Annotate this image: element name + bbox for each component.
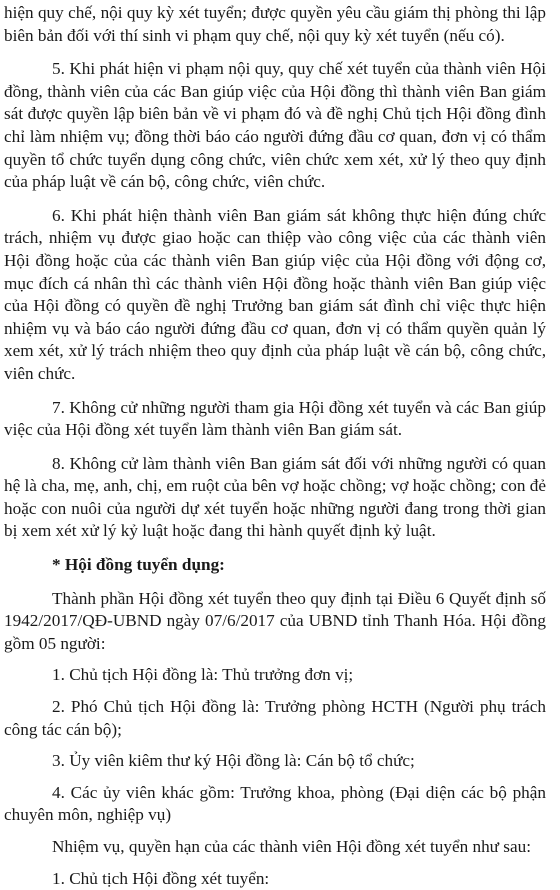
composition-paragraph: Thành phần Hội đồng xét tuyển theo quy định tại Điều 6 Quyết định số 1942/2017/QĐ-UBND ngày 07/6/2017 của UBND tỉnh Thanh Hóa. Hội đồng gồm 05 người: [4, 588, 546, 653]
member-item-2: 2. Phó Chủ tịch Hội đồng là: Trưởng phòng HCTH (Người phụ trách công tác cán bộ); [4, 697, 546, 739]
paragraph-item-6: 6. Khi phát hiện thành viên Ban giám sát không thực hiện đúng chức trách, nhiệm vụ được giao hoặc can thiệp vào công việc của các thành viên Hội đồng hoặc của các thành viên Ban giúp việc của Hội đồng với động cơ, mục đích cá nhân thì các thành viên Hội đồng hoặc thành viên Ban giúp việc của Hội đồng có quyền đề nghị Trưởng ban giám sát đình chỉ việc thực hiện nhiệm vụ và báo cáo người đứng đầu cơ quan, đơn vị có thẩm quyền quản lý xem xét, xử lý trách nhiệm theo quy định của pháp luật về cán bộ, công chức, viên chức. [4, 205, 546, 383]
duties-intro: Nhiệm vụ, quyền hạn của các thành viên Hội đồng xét tuyển như sau: [52, 837, 531, 856]
paragraph-item-7: 7. Không cử những người tham gia Hội đồng xét tuyển và các Ban giúp việc của Hội đồng xét tuyển làm thành viên Ban giám sát. [4, 397, 546, 440]
member-item-1: 1. Chủ tịch Hội đồng là: Thủ trưởng đơn vị; [52, 665, 354, 685]
paragraph-continuation: hiện quy chế, nội quy kỳ xét tuyển; được quyền yêu cầu giám thị phòng thi lập biên bản đối với thí sinh vi phạm quy chế, nội quy kỳ xét tuyển (nếu có). [4, 3, 546, 45]
duty-item-1: 1. Chủ tịch Hội đồng xét tuyển: [52, 868, 270, 888]
paragraph-item-5: 5. Khi phát hiện vi phạm nội quy, quy chế xét tuyển của thành viên Hội đồng, thành viên của các Ban giúp việc của Hội đồng thì thành viên Ban giám sát được quyền lập biên bản về vi phạm đó và đề nghị Chủ tịch Hội đồng đình chỉ làm nhiệm vụ; đồng thời báo cáo người đứng đầu cơ quan, đơn vị có thẩm quyền tổ chức tuyển dụng công chức, viên chức xem xét, xử lý theo quy định của pháp luật về cán bộ, công chức, viên chức. [4, 59, 546, 192]
paragraph-item-8: 8. Không cử làm thành viên Ban giám sát đối với những người có quan hệ là cha, mẹ, anh, chị, em ruột của bên vợ hoặc chồng; vợ hoặc chồng; con đẻ hoặc con nuôi của người dự xét tuyển hoặc những người đang trong thời gian bị xem xét xử lý kỷ luật hoặc đang thi hành quyết định kỷ luật. [4, 453, 546, 541]
member-item-3: 3. Ủy viên kiêm thư ký Hội đồng là: Cán bộ tổ chức; [52, 751, 415, 771]
member-item-4: 4. Các ủy viên khác gồm: Trưởng khoa, phòng (Đại diện các bộ phận chuyên môn, nghiệp vụ) [4, 782, 546, 825]
section-heading: * Hội đồng tuyển dụng: [52, 555, 225, 575]
